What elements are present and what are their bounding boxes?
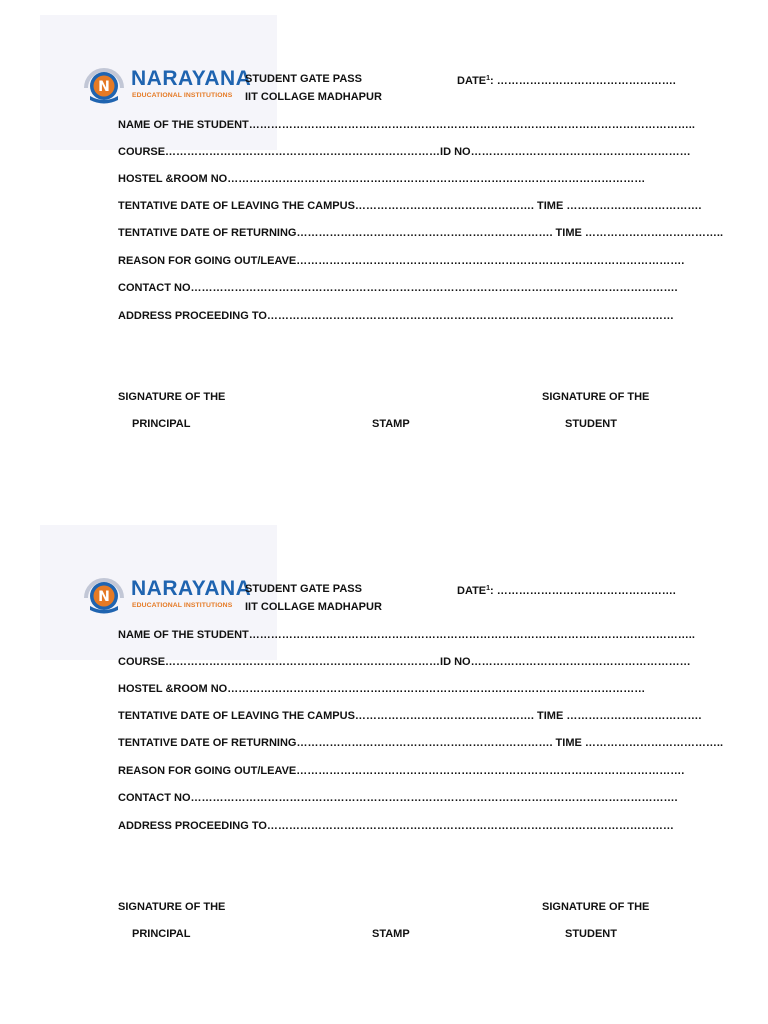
field-address: ADDRESS PROCEEDING TO………………………………………………………………………………………………… — [118, 820, 674, 832]
date-label: DATE — [457, 75, 487, 87]
field-contact-no: CONTACT NO……………………………………………………………………………………………………………………. — [118, 282, 678, 294]
date-field — [457, 582, 676, 598]
svg-text:N: N — [98, 79, 110, 95]
principal-label: PRINCIPAL — [132, 928, 191, 940]
field-course-id: COURSE…………………………………………………………………ID NO…………………………………………………… — [118, 146, 691, 158]
gate-pass-form-2 — [0, 510, 768, 1020]
pass-title: STUDENT GATE PASS — [245, 73, 362, 85]
principal-signature-label: SIGNATURE OF THE — [118, 901, 226, 913]
svg-text:N: N — [98, 589, 110, 605]
field-returning-date-time: TENTATIVE DATE OF RETURNING……………………………………………………………. TIME ……………………………….. — [118, 737, 723, 749]
narayana-emblem-icon — [80, 576, 128, 616]
date-label: DATE — [457, 585, 487, 597]
stamp-label: STAMP — [372, 928, 410, 940]
college-name: IIT COLLAGE MADHAPUR — [245, 601, 382, 613]
date-fill-line: : …………………………………………. — [490, 585, 676, 597]
field-returning-date-time: TENTATIVE DATE OF RETURNING……………………………………………………………. TIME ……………………………….. — [118, 227, 723, 239]
principal-signature-label: SIGNATURE OF THE — [118, 391, 226, 403]
stamp-label: STAMP — [372, 418, 410, 430]
field-course-id: COURSE…………………………………………………………………ID NO…………………………………………………… — [118, 656, 691, 668]
student-label: STUDENT — [565, 928, 617, 940]
field-leaving-date-time: TENTATIVE DATE OF LEAVING THE CAMPUS…………………………………………. TIME ………………………………. — [118, 710, 702, 722]
field-hostel-room: HOSTEL &ROOM NO…………………………………………………………………………………………………… — [118, 173, 646, 185]
student-signature-label: SIGNATURE OF THE — [542, 391, 650, 403]
student-signature-label: SIGNATURE OF THE — [542, 901, 650, 913]
logo-subtitle: EDUCATIONAL INSTITUTIONS — [132, 92, 233, 99]
gate-pass-form-1 — [0, 0, 768, 510]
field-address: ADDRESS PROCEEDING TO………………………………………………………………………………………………… — [118, 310, 674, 322]
date-fill-line: : …………………………………………. — [490, 75, 676, 87]
logo-name: NARAYANA — [131, 577, 252, 600]
principal-label: PRINCIPAL — [132, 418, 191, 430]
field-contact-no: CONTACT NO……………………………………………………………………………………………………………………. — [118, 792, 678, 804]
field-student-name: NAME OF THE STUDENT………………………………………………………………………………………………………….. — [118, 119, 695, 131]
narayana-logo — [80, 576, 252, 618]
logo-subtitle: EDUCATIONAL INSTITUTIONS — [132, 602, 233, 609]
narayana-emblem-icon — [80, 66, 128, 106]
field-leaving-date-time: TENTATIVE DATE OF LEAVING THE CAMPUS…………………………………………. TIME ………………………………. — [118, 200, 702, 212]
date-field — [457, 72, 676, 88]
pass-title: STUDENT GATE PASS — [245, 583, 362, 595]
date-footnote-mark: 1 — [486, 585, 491, 592]
student-label: STUDENT — [565, 418, 617, 430]
date-footnote-mark: 1 — [486, 75, 491, 82]
field-reason: REASON FOR GOING OUT/LEAVE……………………………………………………………………………………………. — [118, 255, 685, 267]
logo-name: NARAYANA — [131, 67, 252, 90]
college-name: IIT COLLAGE MADHAPUR — [245, 91, 382, 103]
field-hostel-room: HOSTEL &ROOM NO…………………………………………………………………………………………………… — [118, 683, 646, 695]
narayana-logo — [80, 66, 252, 108]
field-reason: REASON FOR GOING OUT/LEAVE……………………………………………………………………………………………. — [118, 765, 685, 777]
field-student-name: NAME OF THE STUDENT………………………………………………………………………………………………………….. — [118, 629, 695, 641]
